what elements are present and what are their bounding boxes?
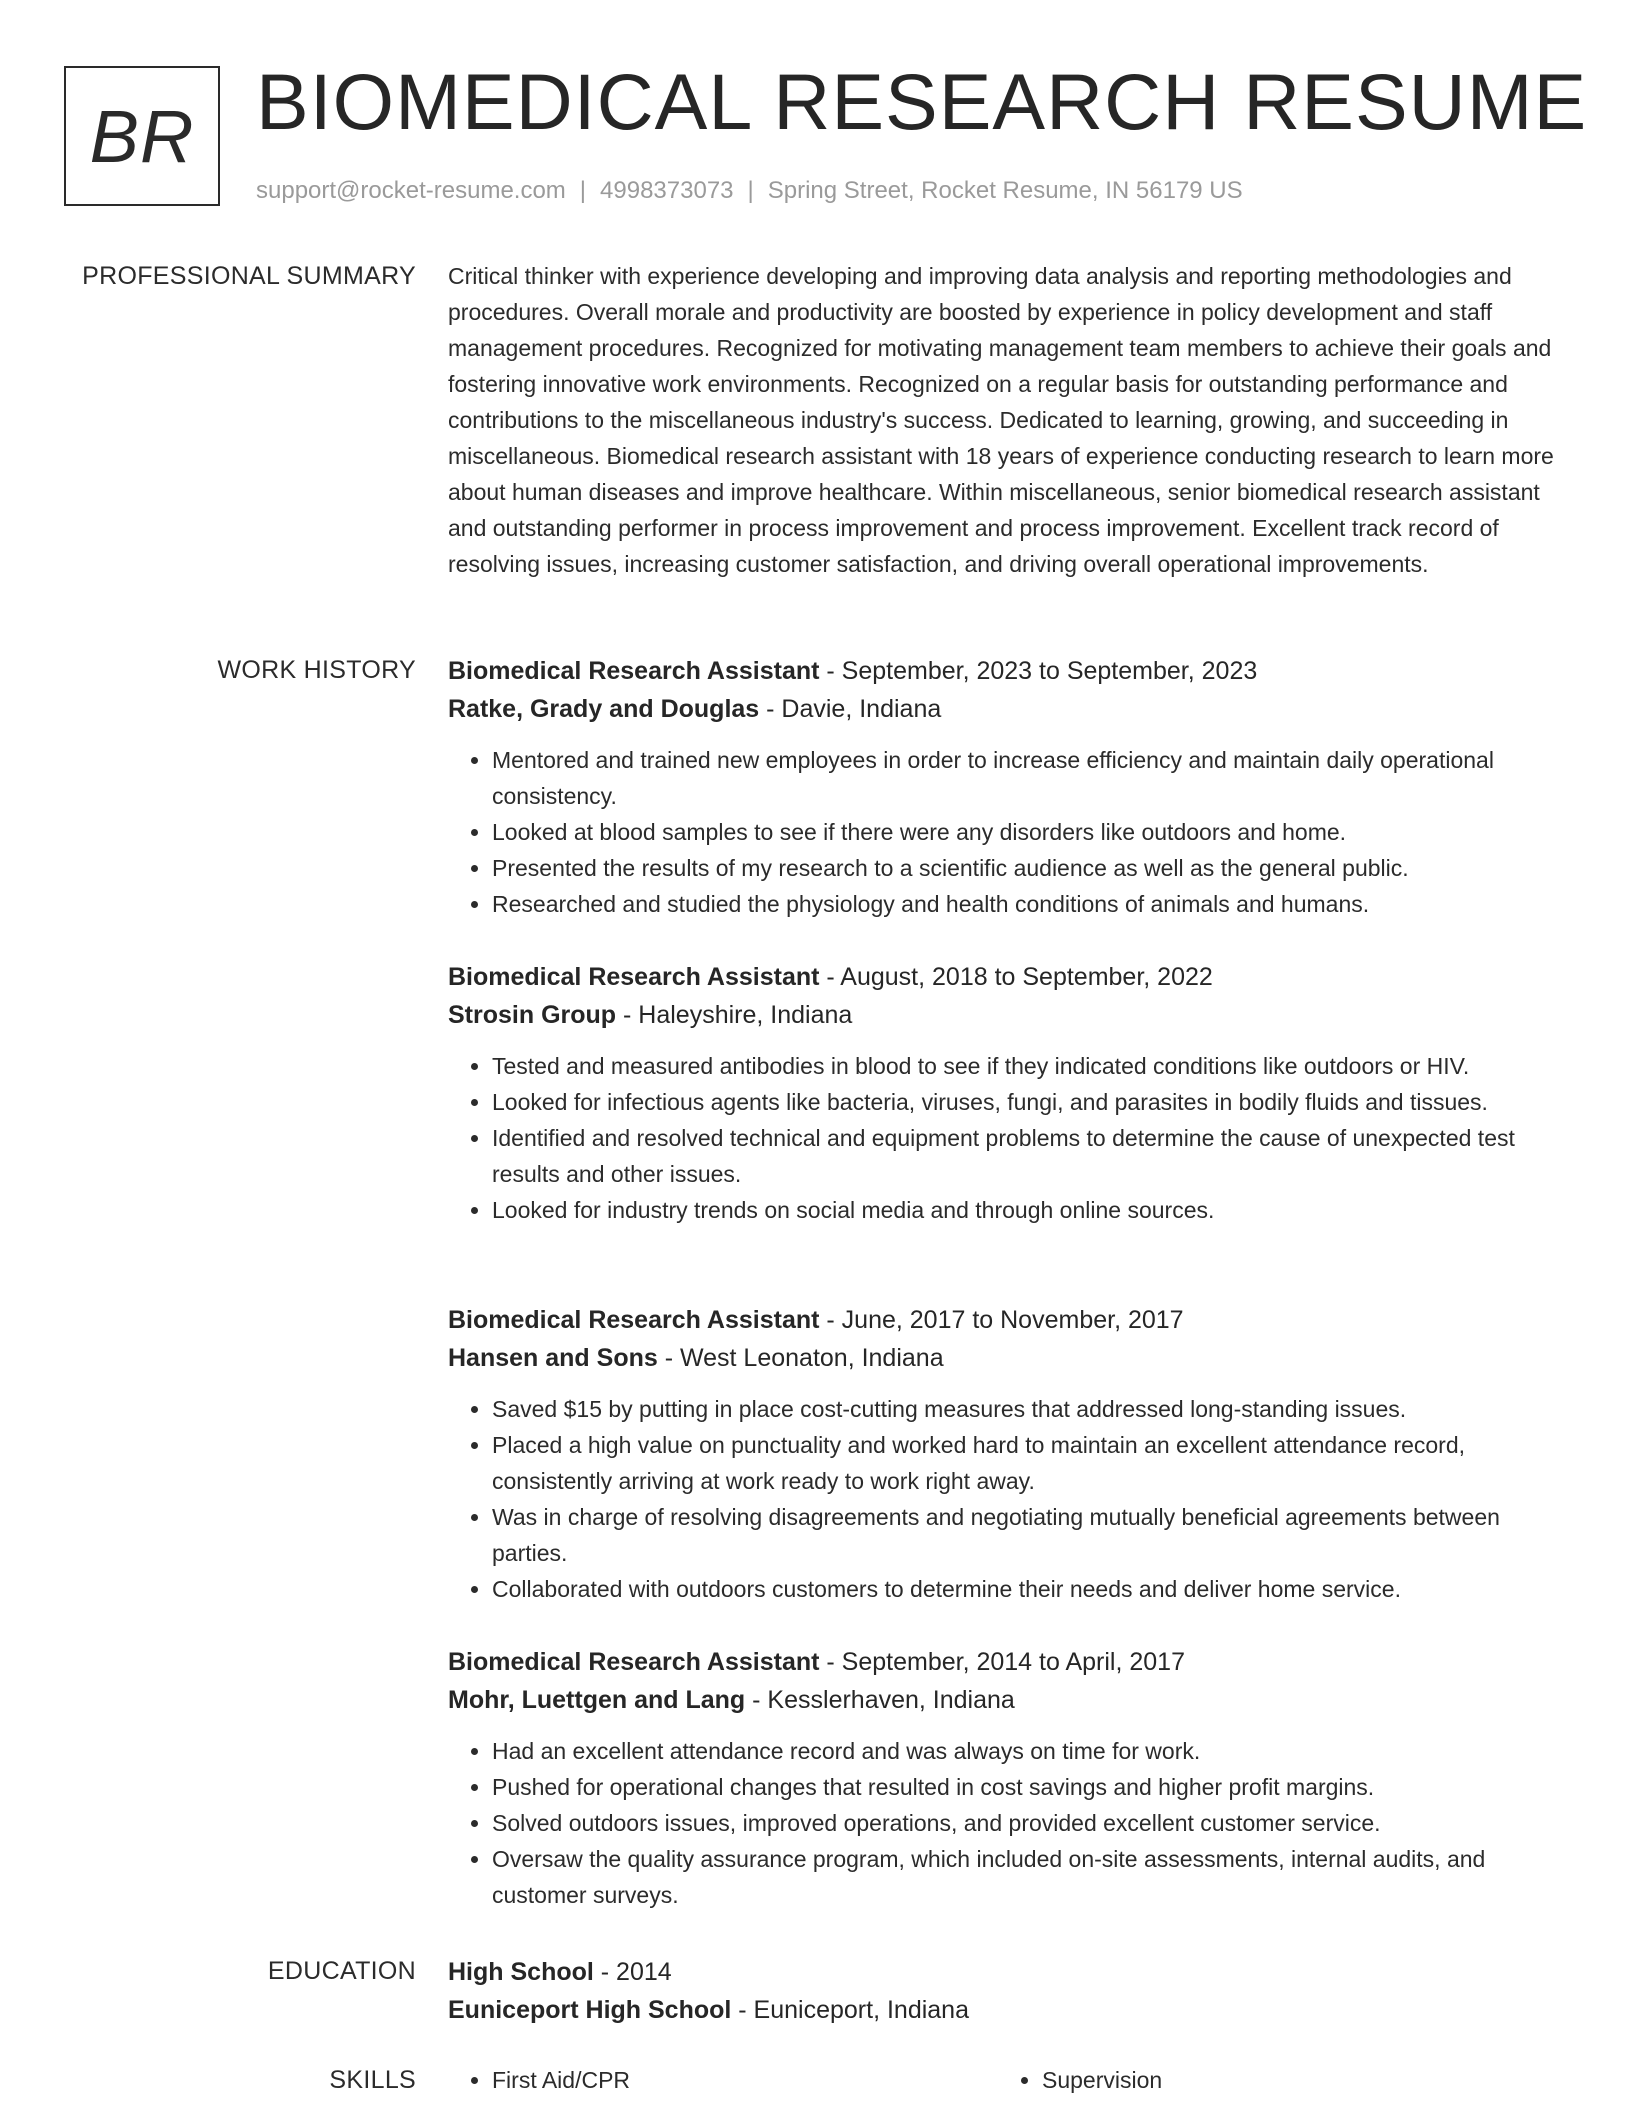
job-title-line — [448, 1643, 1570, 1681]
section-label-education: EDUCATION — [267, 1957, 416, 1985]
job-bullet: • Collaborated with outdoors customers to determine their needs and deliver home service. — [492, 1571, 1570, 1607]
education-school-line — [448, 1991, 1570, 2029]
job-bullet: • Saved $15 by putting in place cost-cutting measures that addressed long-standing issues. — [492, 1391, 1570, 1427]
job-company-line — [448, 690, 1570, 728]
job-location: - Haleyshire, Indiana — [616, 1001, 853, 1029]
job-title: Biomedical Research Assistant — [448, 657, 820, 685]
job-bullet: • Pushed for operational changes that resulted in cost savings and higher profit margins. — [492, 1769, 1570, 1805]
section-label-work-history: WORK HISTORY — [217, 656, 416, 684]
job-bullet: • Had an excellent attendance record and was always on time for work. — [492, 1733, 1570, 1769]
section-label-summary: PROFESSIONAL SUMMARY — [82, 262, 416, 290]
job-location: - West Leonaton, Indiana — [657, 1344, 944, 1372]
job-title: Biomedical Research Assistant — [448, 1648, 820, 1676]
job-bullet: • Identified and resolved technical and equipment problems to determine the cause of unexpected test results and other issues. — [492, 1120, 1570, 1192]
job-dates: - August, 2018 to September, 2022 — [819, 963, 1213, 991]
job-bullet: • Was in charge of resolving disagreements and negotiating mutually beneficial agreements between parties. — [492, 1499, 1570, 1571]
job-dates: - September, 2014 to April, 2017 — [819, 1648, 1185, 1676]
job-title-line — [448, 652, 1570, 690]
job-title: Biomedical Research Assistant — [448, 963, 820, 991]
summary-text: Critical thinker with experience developing and improving data analysis and reporting methodologies and procedures. Overall morale and productivity are boosted by experience in policy development and staff management procedures. Recognized for motivating management team members to achieve their goals and fostering innovative work environments. Recognized on a regular basis for outstanding performance and contributions to the miscellaneous industry's success. Dedicated to learning, growing, and succeeding in miscellaneous. Biomedical research assistant with 18 years of experience conducting research to learn more about human diseases and improve healthcare. Within miscellaneous, senior biomedical research assistant and outstanding performer in process improvement and process improvement. Excellent track record of resolving issues, increasing customer satisfaction, and driving overall operational improvements. — [448, 263, 1554, 577]
job-bullet: • Researched and studied the physiology and health conditions of animals and humans. — [492, 886, 1570, 922]
contact-line — [256, 175, 1243, 207]
job-bullet: • Looked for industry trends on social media and through online sources. — [492, 1192, 1570, 1228]
job-bullets — [448, 1391, 1570, 1607]
job-company-line — [448, 1339, 1570, 1377]
job-title-line — [448, 1301, 1570, 1339]
contact-phone: 4998373073 — [600, 177, 734, 204]
contact-separator: | — [579, 177, 587, 204]
skill-item: • Supervision — [1042, 2062, 1162, 2098]
job-bullet: • Tested and measured antibodies in blood to see if they indicated conditions like outdoors or HIV. — [492, 1048, 1570, 1084]
job-bullets — [448, 1733, 1570, 1913]
job-dates: - September, 2023 to September, 2023 — [819, 657, 1258, 685]
job-company: Mohr, Luettgen and Lang — [448, 1686, 746, 1714]
contact-separator: | — [747, 177, 754, 204]
job-company-line — [448, 996, 1570, 1034]
contact-address: Spring Street, Rocket Resume, IN 56179 US — [767, 177, 1243, 204]
job-bullet: • Looked for infectious agents like bacteria, viruses, fungi, and parasites in bodily fluids and tissues. — [492, 1084, 1570, 1120]
job-location: - Davie, Indiana — [759, 695, 942, 723]
job-dates: - June, 2017 to November, 2017 — [819, 1306, 1184, 1334]
education-school: Euniceport High School — [448, 1996, 732, 2024]
job-bullets — [448, 742, 1570, 922]
job-title-line — [448, 958, 1570, 996]
job-bullet: • Looked at blood samples to see if there were any disorders like outdoors and home. — [492, 814, 1570, 850]
skill-item: • First Aid/CPR — [492, 2062, 630, 2098]
education-degree-line — [448, 1953, 1570, 1991]
job-bullet: • Solved outdoors issues, improved operations, and provided excellent customer service. — [492, 1805, 1570, 1841]
job-company: Strosin Group — [448, 1001, 617, 1029]
education-degree: High School — [448, 1958, 594, 1986]
job-bullet: • Presented the results of my research to a scientific audience as well as the general public. — [492, 850, 1570, 886]
job-location: - Kesslerhaven, Indiana — [745, 1686, 1015, 1714]
resume-title: BIOMEDICAL RESEARCH RESUME — [256, 57, 1588, 146]
job-title: Biomedical Research Assistant — [448, 1306, 820, 1334]
contact-email: support@rocket-resume.com — [256, 177, 566, 204]
education-body — [448, 1953, 1570, 2029]
education-year: - 2014 — [593, 1958, 672, 1986]
skills-list-right — [998, 2062, 1162, 2098]
education-location: - Euniceport, Indiana — [731, 1996, 969, 2024]
job-bullet: • Oversaw the quality assurance program, which included on-site assessments, internal audits, and customer surveys. — [492, 1841, 1570, 1913]
skills-list-left — [448, 2062, 630, 2098]
monogram-logo: BR — [64, 66, 220, 206]
section-label-skills: SKILLS — [329, 2066, 416, 2094]
job-bullet: • Placed a high value on punctuality and worked hard to maintain an excellent attendance record, consistently arriving at work ready to work right away. — [492, 1427, 1570, 1499]
summary-body — [448, 258, 1570, 582]
job-company: Hansen and Sons — [448, 1344, 658, 1372]
job-company: Ratke, Grady and Douglas — [448, 695, 760, 723]
job-company-line — [448, 1681, 1570, 1719]
job-bullet: • Mentored and trained new employees in order to increase efficiency and maintain daily operational consistency. — [492, 742, 1570, 814]
job-bullets — [448, 1048, 1570, 1228]
